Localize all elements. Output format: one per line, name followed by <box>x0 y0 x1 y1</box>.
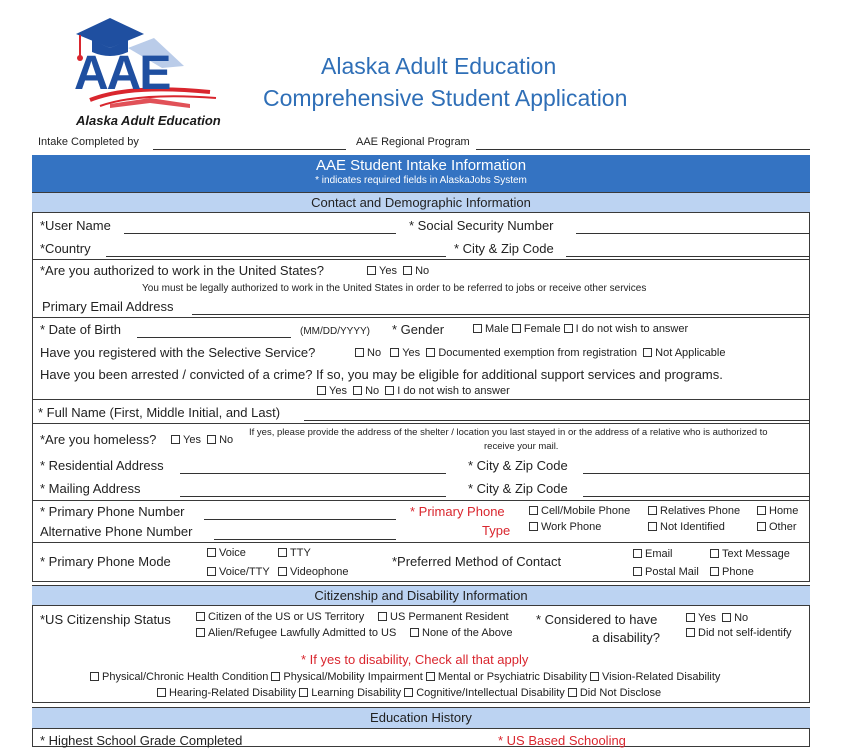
arrest-yes-label: Yes <box>329 385 347 397</box>
gender-label: * Gender <box>392 322 445 337</box>
preferred-contact-label: *Preferred Method of Contact <box>392 554 562 569</box>
phone-mode-voice <box>207 547 246 559</box>
contact-text-checkbox[interactable] <box>710 549 719 558</box>
residential-label: * Residential Address <box>40 458 164 473</box>
selective-yes-label: Yes <box>402 347 421 359</box>
education-section-header <box>32 707 810 729</box>
disability-hearing-label: Hearing-Related Disability <box>169 687 297 699</box>
disability-no-checkbox[interactable] <box>722 613 731 622</box>
alt-phone-label: Alternative Phone Number <box>40 524 193 539</box>
disability-yes-checkbox[interactable] <box>686 613 695 622</box>
residential-field[interactable] <box>180 473 446 474</box>
contact-email-label: Email <box>645 548 673 560</box>
gender-male-checkbox[interactable] <box>473 324 482 333</box>
selective-documented-label: Documented exemption from registration <box>438 347 638 359</box>
phone-type-label-2: Type <box>482 523 511 538</box>
citizenship-none-label: None of the Above <box>422 627 513 639</box>
contact-postal <box>633 566 699 578</box>
disability-self-identify-label: Did not self-identify <box>698 627 792 639</box>
homeless-options <box>171 434 233 446</box>
disability-row-2 <box>157 687 661 699</box>
mailing-city-zip-field[interactable] <box>583 496 810 497</box>
mailing-label: * Mailing Address <box>40 481 141 496</box>
disability-row-1 <box>90 671 720 683</box>
citizenship-alien <box>196 627 396 639</box>
selective-not-applicable-checkbox[interactable] <box>643 348 652 357</box>
selective-not-applicable-label: Not Applicable <box>655 347 726 359</box>
phone-type-relatives-checkbox[interactable] <box>648 506 657 515</box>
page-title-line1: Alaska Adult Education <box>321 53 557 79</box>
citizenship-permanent-checkbox[interactable] <box>378 612 387 621</box>
phone-type-cell-label: Cell/Mobile Phone <box>541 505 631 517</box>
homeless-question: *Are you homeless? <box>40 432 157 447</box>
divider <box>32 542 810 543</box>
ssn-label: * Social Security Number <box>409 218 554 233</box>
homeless-yes-checkbox[interactable] <box>171 435 180 444</box>
citizenship-alien-checkbox[interactable] <box>196 628 205 637</box>
contact-section-header <box>32 192 810 213</box>
email-field[interactable] <box>192 314 810 315</box>
disability-not-disclose-checkbox[interactable] <box>568 688 577 697</box>
disability-learning-checkbox[interactable] <box>299 688 308 697</box>
selective-documented-checkbox[interactable] <box>426 348 435 357</box>
disability-check-all: * If yes to disability, Check all that apply <box>301 652 529 667</box>
gender-female-label: Female <box>523 323 561 335</box>
divider <box>32 259 810 260</box>
divider <box>32 399 810 400</box>
arrest-no-label: No <box>365 385 380 397</box>
disability-mental-checkbox[interactable] <box>426 672 435 681</box>
country-field[interactable] <box>106 256 446 257</box>
divider <box>32 500 810 501</box>
phone-type-not-identified <box>648 521 725 533</box>
city-zip-field[interactable] <box>566 256 810 257</box>
phone-type-work <box>529 521 601 533</box>
authorized-note: You must be legally authorized to work in the United States in order to be referred to jobs or receive other services <box>142 283 647 294</box>
contact-section-title: Contact and Demographic Information <box>311 195 531 210</box>
phone-mode-videophone-checkbox[interactable] <box>278 567 287 576</box>
homeless-yes-label: Yes <box>183 434 201 446</box>
logo-caption: Alaska Adult Education <box>76 113 221 128</box>
citizenship-none <box>410 627 513 639</box>
email-label: Primary Email Address <box>42 299 174 314</box>
intake-note: * indicates required fields in AlaskaJobs System <box>315 175 527 186</box>
phone-type-relatives <box>648 505 740 517</box>
disability-physical-label: Physical/Chronic Health Condition <box>102 671 269 683</box>
country-label: *Country <box>40 241 91 256</box>
authorized-options <box>367 265 429 277</box>
contact-email-checkbox[interactable] <box>633 549 642 558</box>
selective-yes-checkbox[interactable] <box>390 348 399 357</box>
city-zip-label: * City & Zip Code <box>454 241 554 256</box>
contact-email <box>633 548 673 560</box>
gender-options <box>473 323 688 335</box>
education-section-title: Education History <box>370 710 472 725</box>
full-name-field[interactable] <box>304 420 810 421</box>
regional-program-field[interactable] <box>476 149 810 150</box>
authorized-no-checkbox[interactable] <box>403 266 412 275</box>
selective-options <box>355 347 725 359</box>
phone-type-home-label: Home <box>769 505 799 517</box>
intake-header <box>32 155 810 192</box>
logo <box>70 8 230 130</box>
logo-letters: AAE <box>74 47 170 100</box>
citizenship-permanent <box>378 611 509 623</box>
contact-text <box>710 548 790 560</box>
phone-mode-voice-tty-checkbox[interactable] <box>207 567 216 576</box>
homeless-no-checkbox[interactable] <box>207 435 216 444</box>
disability-self-identify <box>686 627 792 639</box>
page-title-line2: Comprehensive Student Application <box>263 85 628 111</box>
phone-type-other-checkbox[interactable] <box>757 522 766 531</box>
disability-mental-label: Mental or Psychiatric Disability <box>437 671 587 683</box>
homeless-note-1: If yes, please provide the address of the shelter / location you last stayed in or the address of a relative who is authorized to <box>249 427 768 438</box>
authorized-no-label: No <box>415 265 430 277</box>
disability-question-1: * Considered to have <box>536 612 658 627</box>
phone-mode-videophone-label: Videophone <box>290 566 349 578</box>
disability-vision-checkbox[interactable] <box>590 672 599 681</box>
dob-field[interactable] <box>137 337 291 338</box>
divider <box>32 423 810 424</box>
citizenship-citizen-label: Citizen of the US or US Territory <box>208 611 365 623</box>
homeless-note-2: receive your mail. <box>484 441 559 452</box>
disability-mobility-label: Physical/Mobility Impairment <box>283 671 423 683</box>
disability-cognitive-checkbox[interactable] <box>404 688 413 697</box>
primary-phone-field[interactable] <box>204 519 396 520</box>
phone-type-cell-checkbox[interactable] <box>529 506 538 515</box>
disability-mobility-checkbox[interactable] <box>271 672 280 681</box>
residential-city-zip-label: * City & Zip Code <box>468 458 568 473</box>
citizenship-citizen-checkbox[interactable] <box>196 612 205 621</box>
arrest-no-answer-label: I do not wish to answer <box>397 385 510 397</box>
disability-cognitive-label: Cognitive/Intellectual Disability <box>416 687 565 699</box>
citizenship-section-title: Citizenship and Disability Information <box>314 588 528 603</box>
residential-city-zip-field[interactable] <box>583 473 810 474</box>
phone-mode-videophone <box>278 566 349 578</box>
gender-no-answer-checkbox[interactable] <box>564 324 573 333</box>
phone-mode-tty-label: TTY <box>290 547 311 559</box>
disability-not-disclose-label: Did Not Disclose <box>579 687 662 699</box>
dob-label: * Date of Birth <box>40 322 121 337</box>
primary-phone-label: * Primary Phone Number <box>40 504 185 519</box>
arrest-no-checkbox[interactable] <box>353 386 362 395</box>
mailing-city-zip-label: * City & Zip Code <box>468 481 568 496</box>
disability-question-2: a disability? <box>592 630 660 645</box>
disability-yes-label: Yes <box>698 612 716 624</box>
phone-type-relatives-label: Relatives Phone <box>660 505 741 517</box>
full-name-label: * Full Name (First, Middle Initial, and Last) <box>38 405 281 420</box>
contact-phone-label: Phone <box>722 566 754 578</box>
phone-type-other <box>757 521 797 533</box>
arrest-yes-checkbox[interactable] <box>317 386 326 395</box>
user-name-field[interactable] <box>124 233 396 234</box>
arrest-question: Have you been arrested / convicted of a crime? If so, you may be eligible for additional support services and programs. <box>40 367 723 382</box>
arrest-options <box>317 385 510 397</box>
disability-yes-no <box>686 612 748 624</box>
contact-phone <box>710 566 754 578</box>
phone-type-not-identified-label: Not Identified <box>660 521 725 533</box>
citizenship-alien-label: Alien/Refugee Lawfully Admitted to US <box>208 627 397 639</box>
dob-format: (MM/DD/YYYY) <box>300 326 370 337</box>
phone-type-not-identified-checkbox[interactable] <box>648 522 657 531</box>
citizenship-citizen <box>196 611 364 623</box>
phone-mode-tty <box>278 547 311 559</box>
us-schooling-label: * US Based Schooling <box>498 733 626 748</box>
intake-completed-field[interactable] <box>153 149 346 150</box>
phone-mode-voice-checkbox[interactable] <box>207 548 216 557</box>
mailing-field[interactable] <box>180 496 446 497</box>
selective-no-checkbox[interactable] <box>355 348 364 357</box>
contact-postal-checkbox[interactable] <box>633 567 642 576</box>
phone-type-other-label: Other <box>769 521 797 533</box>
contact-postal-label: Postal Mail <box>645 566 699 578</box>
phone-mode-tty-checkbox[interactable] <box>278 548 287 557</box>
authorized-question: *Are you authorized to work in the United States? <box>40 263 324 278</box>
contact-text-label: Text Message <box>722 548 790 560</box>
citizenship-status-label: *US Citizenship Status <box>40 612 171 627</box>
contact-phone-checkbox[interactable] <box>710 567 719 576</box>
gender-no-answer-label: I do not wish to answer <box>575 323 689 335</box>
phone-mode-voice-label: Voice <box>219 547 246 559</box>
phone-type-work-checkbox[interactable] <box>529 522 538 531</box>
disability-self-identify-checkbox[interactable] <box>686 628 695 637</box>
authorized-yes-label: Yes <box>379 265 397 277</box>
phone-type-work-label: Work Phone <box>541 521 602 533</box>
disability-learning-label: Learning Disability <box>311 687 402 699</box>
divider <box>32 317 810 318</box>
selective-no-label: No <box>367 347 382 359</box>
user-name-label: *User Name <box>40 218 111 233</box>
disability-vision-label: Vision-Related Disability <box>602 671 721 683</box>
disability-hearing-checkbox[interactable] <box>157 688 166 697</box>
phone-mode-voice-tty-label: Voice/TTY <box>219 566 270 578</box>
authorized-yes-checkbox[interactable] <box>367 266 376 275</box>
intake-completed-label: Intake Completed by <box>38 136 139 148</box>
highest-grade-label: * Highest School Grade Completed <box>40 733 243 748</box>
phone-type-home <box>757 505 798 517</box>
citizenship-permanent-label: US Permanent Resident <box>390 611 509 623</box>
phone-type-home-checkbox[interactable] <box>757 506 766 515</box>
alt-phone-field[interactable] <box>214 539 396 540</box>
phone-type-cell <box>529 505 630 517</box>
intake-title: AAE Student Intake Information <box>315 157 527 174</box>
selective-question: Have you registered with the Selective Service? <box>40 345 316 360</box>
phone-type-label-1: * Primary Phone <box>410 504 505 519</box>
disability-no-label: No <box>734 612 749 624</box>
gender-male-label: Male <box>485 323 509 335</box>
regional-program-label: AAE Regional Program <box>356 136 470 148</box>
phone-mode-voice-tty <box>207 566 270 578</box>
gender-female-checkbox[interactable] <box>512 324 521 333</box>
homeless-no-label: No <box>219 434 234 446</box>
phone-mode-label: * Primary Phone Mode <box>40 554 171 569</box>
citizenship-section-header <box>32 585 810 606</box>
ssn-field[interactable] <box>576 233 810 234</box>
citizenship-none-checkbox[interactable] <box>410 628 419 637</box>
arrest-no-answer-checkbox[interactable] <box>385 386 394 395</box>
disability-physical-checkbox[interactable] <box>90 672 99 681</box>
